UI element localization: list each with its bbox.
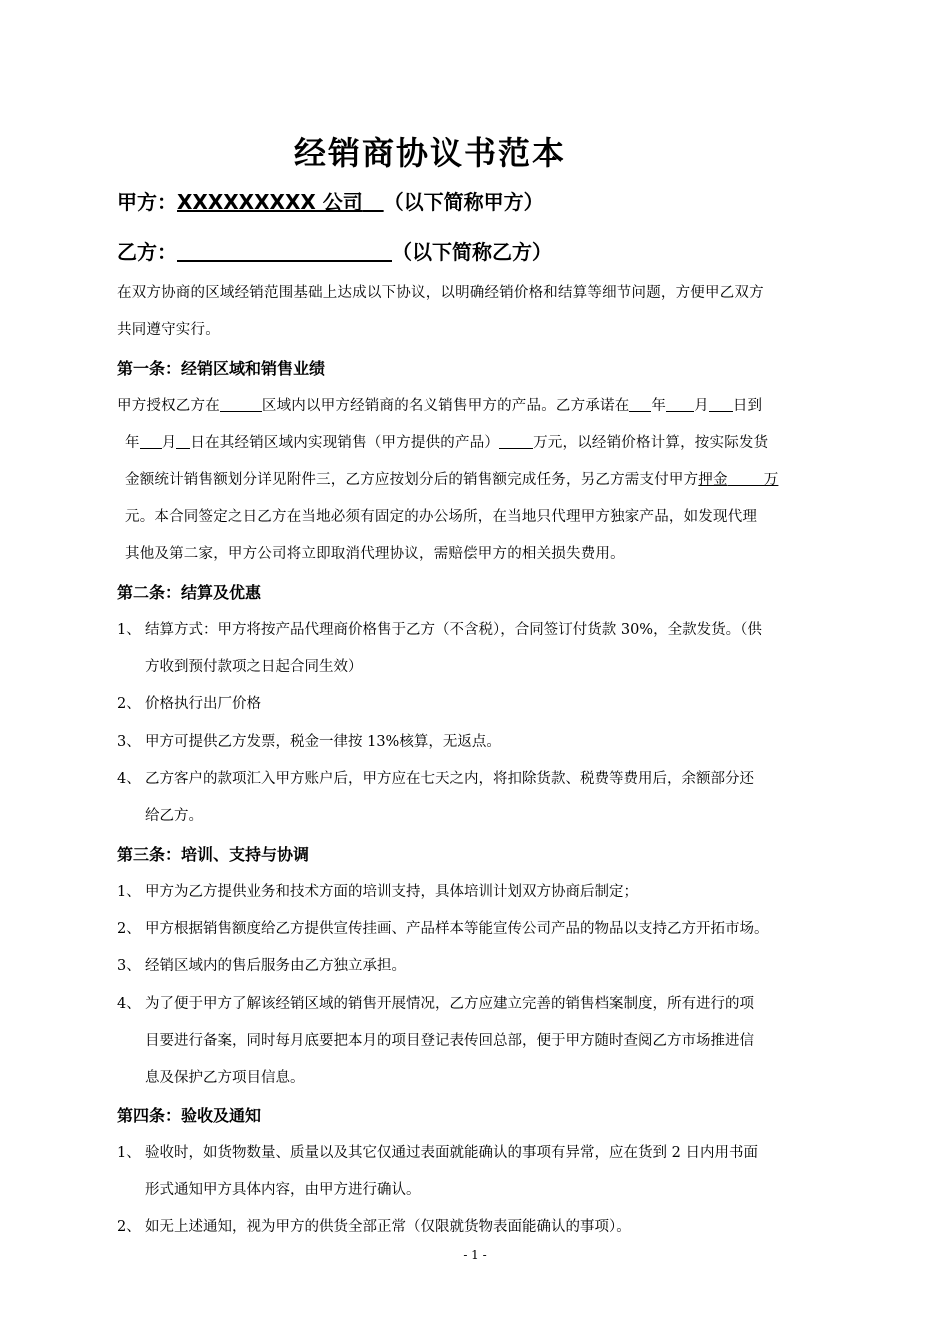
section-1-heading: 第一条：经销区域和销售业绩 xyxy=(117,359,326,378)
list-item: 4、 乙方客户的款项汇入甲方账户后，甲方应在七天之内，将扣除货款、税费等费用后，余额部分还 xyxy=(117,771,754,787)
list-item: 3、 甲方可提供乙方发票，税金一律按 13%核算，无返点。 xyxy=(117,734,501,750)
section-1-line-5: 其他及第二家，甲方公司将立即取消代理协议，需赔偿甲方的相关损失费用。 xyxy=(125,546,625,562)
list-item: 2、 如无上述通知，视为甲方的供货全部正常（仅限就货物表面能确认的事项）。 xyxy=(117,1219,631,1235)
page-title: 经销商协议书范本 xyxy=(293,134,566,172)
party-b-label: 乙方： xyxy=(117,240,177,264)
list-item: 2、 甲方根据销售额度给乙方提供宣传挂画、产品样本等能宣传公司产品的物品以支持乙方开拓市场。 xyxy=(117,921,769,937)
list-item-continuation: 目要进行备案，同时每月底要把本月的项目登记表传回总部，便于甲方随时查阅乙方市场推进信 xyxy=(145,1033,754,1049)
section-1-line-1: 甲方授权乙方在 区域内以甲方经销商的名义销售甲方的产品。乙方承诺在 年 月 日到 xyxy=(117,398,763,414)
list-item: 4、 为了便于甲方了解该经销区域的销售开展情况，乙方应建立完善的销售档案制度，所有进行的项 xyxy=(117,996,754,1012)
party-b-line xyxy=(117,236,552,265)
section-1-line-4: 元。本合同签定之日乙方在当地必须有固定的办公场所，在当地只代理甲方独家产品，如发现代理 xyxy=(125,509,758,525)
list-item: 3、 经销区域内的售后服务由乙方独立承担。 xyxy=(117,958,406,974)
party-b-suffix: （以下简称乙方） xyxy=(392,240,552,264)
section-1-line-2: 年 月 日在其经销区域内实现销售（甲方提供的产品） 万元，以经销价格计算，按实际发货 xyxy=(125,435,769,451)
list-item: 1、 结算方式：甲方将按产品代理商价格售于乙方（不含税），合同签订付货款 30%，全款发货。（供 xyxy=(117,622,762,638)
intro-line-1: 在双方协商的区域经销范围基础上达成以下协议，以明确经销价格和结算等细节问题，方便甲乙双方 xyxy=(117,285,764,301)
list-item: 1、 验收时，如货物数量、质量以及其它仅通过表面就能确认的事项有异常，应在货到 2 日内用书面 xyxy=(117,1145,758,1161)
section-1-line-3: 金额统计销售额划分详见附件三，乙方应按划分后的销售额完成任务，另乙方需支付甲方押金 万 xyxy=(125,472,779,488)
intro-line-2: 共同遵守实行。 xyxy=(117,322,220,338)
list-item-continuation: 息及保护乙方项目信息。 xyxy=(145,1070,305,1086)
party-a-name: XXXXXXXXX 公司 xyxy=(177,190,363,214)
party-a-line xyxy=(117,186,544,215)
deposit-label: 押金 xyxy=(698,472,728,488)
list-item: 2、 价格执行出厂价格 xyxy=(117,696,261,712)
list-item: 1、 甲方为乙方提供业务和技术方面的培训支持，具体培训计划双方协商后制定； xyxy=(117,884,638,900)
party-a-label: 甲方： xyxy=(117,190,177,214)
page-number: - 1 - xyxy=(463,1248,487,1262)
section-4-heading: 第四条：验收及通知 xyxy=(117,1106,262,1125)
party-a-suffix: （以下简称甲方） xyxy=(383,190,544,214)
section-3-heading: 第三条：培训、支持与协调 xyxy=(117,845,310,864)
list-item-continuation: 方收到预付款项之日起合同生效） xyxy=(145,659,363,675)
list-item-continuation: 形式通知甲方具体内容，由甲方进行确认。 xyxy=(145,1182,421,1198)
party-b-blank xyxy=(177,240,392,262)
list-item-continuation: 给乙方。 xyxy=(145,808,203,824)
section-2-heading: 第二条：结算及优惠 xyxy=(117,583,262,602)
